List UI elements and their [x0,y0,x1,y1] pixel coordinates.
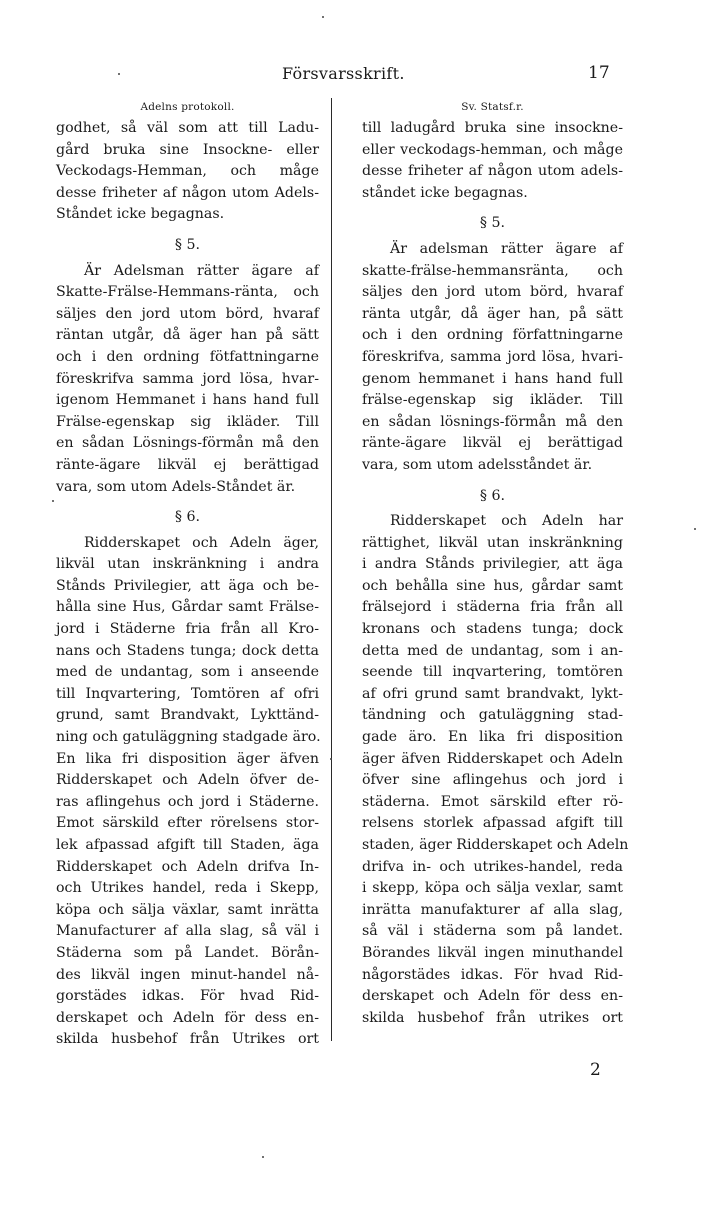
text-line: frälsejord i städerna fria från all [362,599,623,616]
text-line: föreskrifva, samma jord lösa, hvari- [362,348,623,365]
text-line: lek afpassad afgift till Staden, äga [56,837,319,853]
text-line: och behålla sine hus, gårdar samt [362,577,623,594]
text-line: gorstädes idkas. För hvad Rid- [56,988,319,1005]
text-line: ränte-ägare likväl ej berättigad [56,456,319,473]
text-line: genom hemmanet i hans hand full [362,370,623,387]
text-line: seende till inqvartering, tomtören [362,664,623,681]
section-heading: § 6. [174,509,201,526]
text-line: Skatte-Frälse-Hemmans-ränta, och [56,284,319,301]
text-line: en sådan lösnings-förmån må den [362,413,623,430]
text-line: Emot särskild efter rörelsens stor- [56,815,319,832]
text-line: rättighet, likväl utan inskränkning [362,534,623,551]
text-line: vara, som utom adelsståndet är. [362,456,593,473]
text-line: Frälse-egenskap sig ikläder. Till [56,413,319,430]
text-line: frälse-egenskap sig ikläder. Till [362,392,623,409]
text-line: ränte-ägare likväl ej berättigad [362,435,623,452]
text-line: äger äfven Ridderskapet och Adeln [362,750,623,767]
text-line: af ofri grund samt brandvakt, lykt- [362,685,623,702]
text-line: Är adelsman rätter ägare af [390,240,623,257]
text-line: skilda husbehof från Utrikes ort [56,1031,319,1048]
text-line: städerna. Emot särskild efter rö- [362,793,623,810]
text-line: Stånds Privilegier, att äga och be- [56,577,319,594]
text-line: igenom Hemmanet i hans hand full [56,392,319,409]
section-heading: § 5. [479,215,506,232]
text-line: någorstädes idkas. För hvad Rid- [362,966,623,983]
text-line: skatte-frälse-hemmansränta, och [362,262,623,279]
text-line: likväl utan inskränkning i andra [56,556,319,573]
running-head-title: Försvarsskrift. [282,64,405,83]
text-line: ras aflingehus och jord i Städerne. [56,793,319,810]
text-line: Veckodags-Hemman, och måge [56,163,319,180]
text-line: desse friheter af någon utom adels- [362,163,623,180]
section-heading: § 5. [174,236,201,253]
text-line: i andra Stånds privilegier, att äga [362,556,623,573]
column-divider [331,98,332,1041]
text-line: derskapet och Adeln för dess en- [56,1009,319,1026]
text-line: godhet, så väl som att till Ladu- [56,120,319,136]
print-speck [52,500,54,502]
text-line: detta med de undantag, som i an- [362,642,623,659]
text-line: staden, äger Ridderskapet och Adeln [362,837,629,853]
text-line: räntan utgår, då äger han på sätt [56,327,319,344]
text-line: och Utrikes handel, reda i Skepp, [56,880,319,897]
print-speck [322,16,324,18]
text-line: En lika fri disposition äger äfven [56,750,319,767]
text-line: Ridderskapet och Adeln har [390,513,623,530]
text-line: Ståndet icke begagnas. [56,206,225,223]
text-line: och i den ordning fötfattningarne [56,348,319,365]
text-line: Börandes likväl ingen minuthandel [362,944,623,961]
section-heading: § 6. [479,487,506,504]
text-line: med de undantag, som i anseende [56,664,319,681]
right-column-heading: Sv. Statsf.r. [461,101,524,113]
print-speck [330,758,332,760]
text-line: relsens storlek afpassad afgift till [362,815,623,832]
text-line: köpa och sälja växlar, samt inrätta [56,901,319,918]
text-line: Är Adelsman rätter ägare af [84,262,319,279]
text-line: desse friheter af någon utom Adels- [56,184,319,201]
text-line: och i den ordning författningarne [362,327,623,344]
text-line: till ladugård bruka sine insockne- [362,120,623,136]
text-line: föreskrifva samma jord lösa, hvar- [56,370,319,387]
text-line: vara, som utom Adels-Ståndet är. [56,478,296,495]
text-line: nans och Stadens tunga; dock detta [56,642,319,659]
text-line: derskapet och Adeln för dess en- [362,988,623,1005]
printer-signature-mark: 2 [590,1060,601,1080]
text-line: ståndet icke begagnas. [362,184,528,201]
text-line: des likväl ingen minut-handel nå- [56,966,319,983]
text-line: drifva in- och utrikes-handel, reda [362,858,623,875]
print-speck [694,528,696,530]
text-line: öfver sine aflingehus och jord i [362,772,623,789]
text-line: Ridderskapet och Adeln äger, [84,534,319,551]
page-number: 17 [588,63,610,83]
text-line: Ridderskapet och Adeln drifva In- [56,858,319,875]
text-line: säljes den jord utom börd, hvaraf [56,305,319,322]
text-line: eller veckodags-hemman, och måge [362,141,623,158]
text-line: Städerna som på Landet. Börån- [56,944,319,961]
text-line: grund, samt Brandvakt, Lykttänd- [56,707,319,724]
print-speck [118,73,120,75]
text-line: ning och gatuläggning stadgade äro. [56,729,321,746]
text-line: tändning och gatuläggning stad- [362,707,623,724]
text-line: till Inqvartering, Tomtören af ofri [56,685,319,702]
text-line: ränta utgår, då äger han, på sätt [362,305,623,322]
left-column-adelns-protokoll [56,100,319,1051]
text-line: säljes den jord utom börd, hvaraf [362,284,623,301]
text-line: inrätta manufakturer af alla slag, [362,901,623,918]
text-line: Ridderskapet och Adeln öfver de- [56,772,319,789]
text-line: jord i Städerne fria från all Kro- [56,621,319,638]
text-line: gård bruka sine Insockne- eller [56,141,319,158]
text-line: skilda husbehof från utrikes ort [362,1009,623,1026]
text-line: i skepp, köpa och sälja vexlar, samt [362,880,623,897]
text-line: hålla sine Hus, Gårdar samt Frälse- [56,599,319,616]
right-column-statsforfattning [362,100,629,1029]
print-speck [262,1156,264,1158]
text-line: Manufacturer af alla slag, så väl i [56,923,319,940]
text-line: kronans och stadens tunga; dock [362,621,623,638]
left-column-heading: Adelns protokoll. [140,101,235,113]
text-line: så väl i städerna som på landet. [362,923,623,940]
text-line: en sådan Lösnings-förmån må den [56,435,319,452]
text-line: gade äro. En lika fri disposition [362,729,623,746]
